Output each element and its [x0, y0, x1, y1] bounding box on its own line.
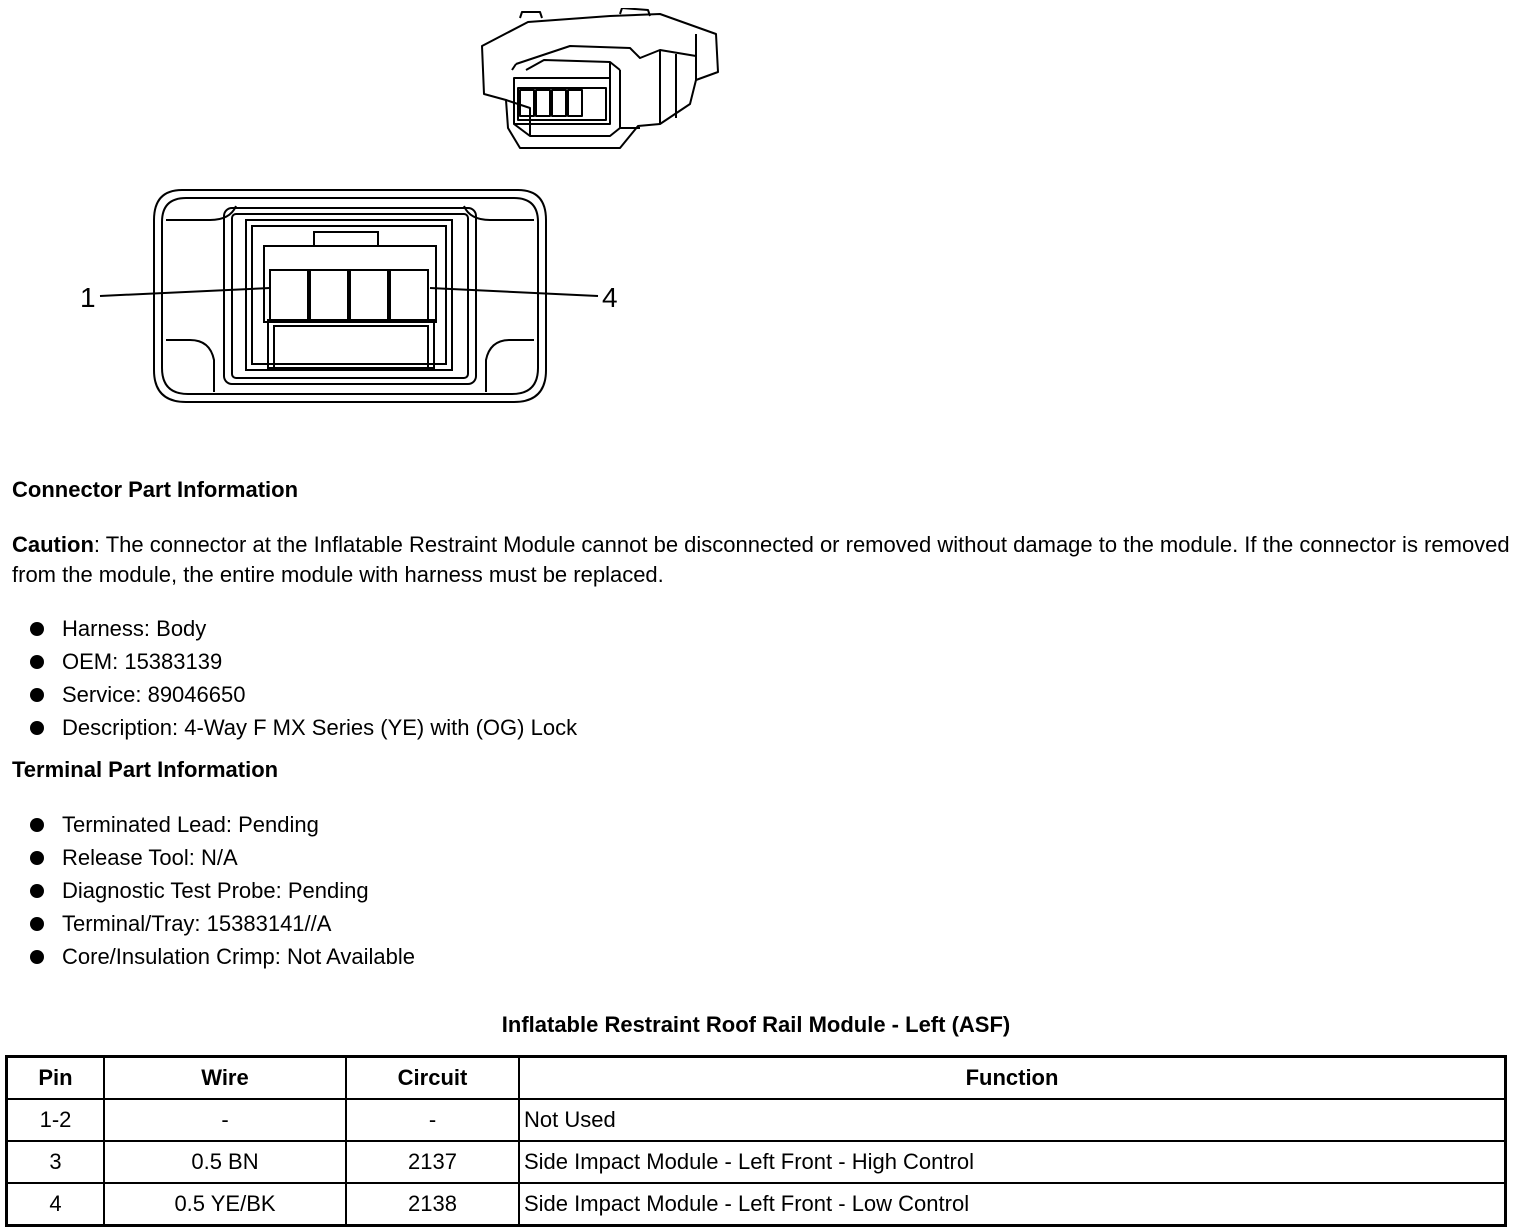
cell-wire: -: [104, 1099, 346, 1141]
bullet-icon: [30, 622, 44, 636]
terminal-part-heading: Terminal Part Information: [12, 757, 279, 782]
cell-wire: 0.5 BN: [104, 1141, 346, 1183]
cell-function: Side Impact Module - Left Front - High Control: [519, 1141, 1506, 1183]
description-text: Description: 4-Way F MX Series (YE) with (OG) Lock: [62, 715, 578, 740]
list-item: [30, 907, 415, 940]
bullet-icon: [30, 884, 44, 898]
header-function: Function: [519, 1057, 1506, 1100]
header-circuit: Circuit: [346, 1057, 519, 1100]
list-item: [30, 711, 577, 744]
table-row: [7, 1183, 1506, 1226]
cell-pin: 1-2: [7, 1099, 105, 1141]
crimp-text: Core/Insulation Crimp: Not Available: [62, 944, 415, 969]
pin-table: [5, 1055, 1507, 1227]
connector-info-list: [30, 612, 577, 744]
cell-pin: 4: [7, 1183, 105, 1226]
list-item: [30, 940, 415, 973]
terminal-tray-text: Terminal/Tray: 15383141//A: [62, 911, 332, 936]
list-item: [30, 645, 577, 678]
cell-function: Side Impact Module - Left Front - Low Control: [519, 1183, 1506, 1226]
test-probe-text: Diagnostic Test Probe: Pending: [62, 878, 369, 903]
cell-function: Not Used: [519, 1099, 1506, 1141]
list-item: [30, 612, 577, 645]
terminal-info-list: [30, 808, 415, 973]
table-row: [7, 1141, 1506, 1183]
pin-label-4: 4: [602, 282, 618, 313]
bullet-icon: [30, 688, 44, 702]
cell-circuit: 2138: [346, 1183, 519, 1226]
terminated-lead-text: Terminated Lead: Pending: [62, 812, 319, 837]
table-header-row: [7, 1057, 1506, 1100]
list-item: [30, 678, 577, 711]
table-row: [7, 1099, 1506, 1141]
harness-text: Harness: Body: [62, 616, 207, 641]
bullet-icon: [30, 950, 44, 964]
list-item: [30, 808, 415, 841]
bullet-icon: [30, 655, 44, 669]
list-item: [30, 841, 415, 874]
cell-circuit: -: [346, 1099, 519, 1141]
bullet-icon: [30, 851, 44, 865]
caution-paragraph: [12, 530, 1512, 590]
bullet-icon: [30, 818, 44, 832]
connector-isometric-illustration: [470, 8, 730, 158]
cell-circuit: 2137: [346, 1141, 519, 1183]
pin-label-1: 1: [80, 282, 96, 313]
connector-face-diagram: [70, 180, 640, 410]
bullet-icon: [30, 721, 44, 735]
release-tool-text: Release Tool: N/A: [62, 845, 238, 870]
header-wire: Wire: [104, 1057, 346, 1100]
header-pin: Pin: [7, 1057, 105, 1100]
connector-part-heading: Connector Part Information: [12, 477, 299, 502]
caution-label: Caution: [12, 532, 94, 557]
oem-text: OEM: 15383139: [62, 649, 223, 674]
cell-wire: 0.5 YE/BK: [104, 1183, 346, 1226]
list-item: [30, 874, 415, 907]
caution-text: : The connector at the Inflatable Restraint Module cannot be disconnected or removed without damage to the module. If the connector is removed from the module, the entire module with harness must be replaced.: [12, 532, 1510, 587]
bullet-icon: [30, 917, 44, 931]
table-title: Inflatable Restraint Roof Rail Module - Left (ASF): [501, 1012, 1011, 1037]
cell-pin: 3: [7, 1141, 105, 1183]
service-text: Service: 89046650: [62, 682, 246, 707]
